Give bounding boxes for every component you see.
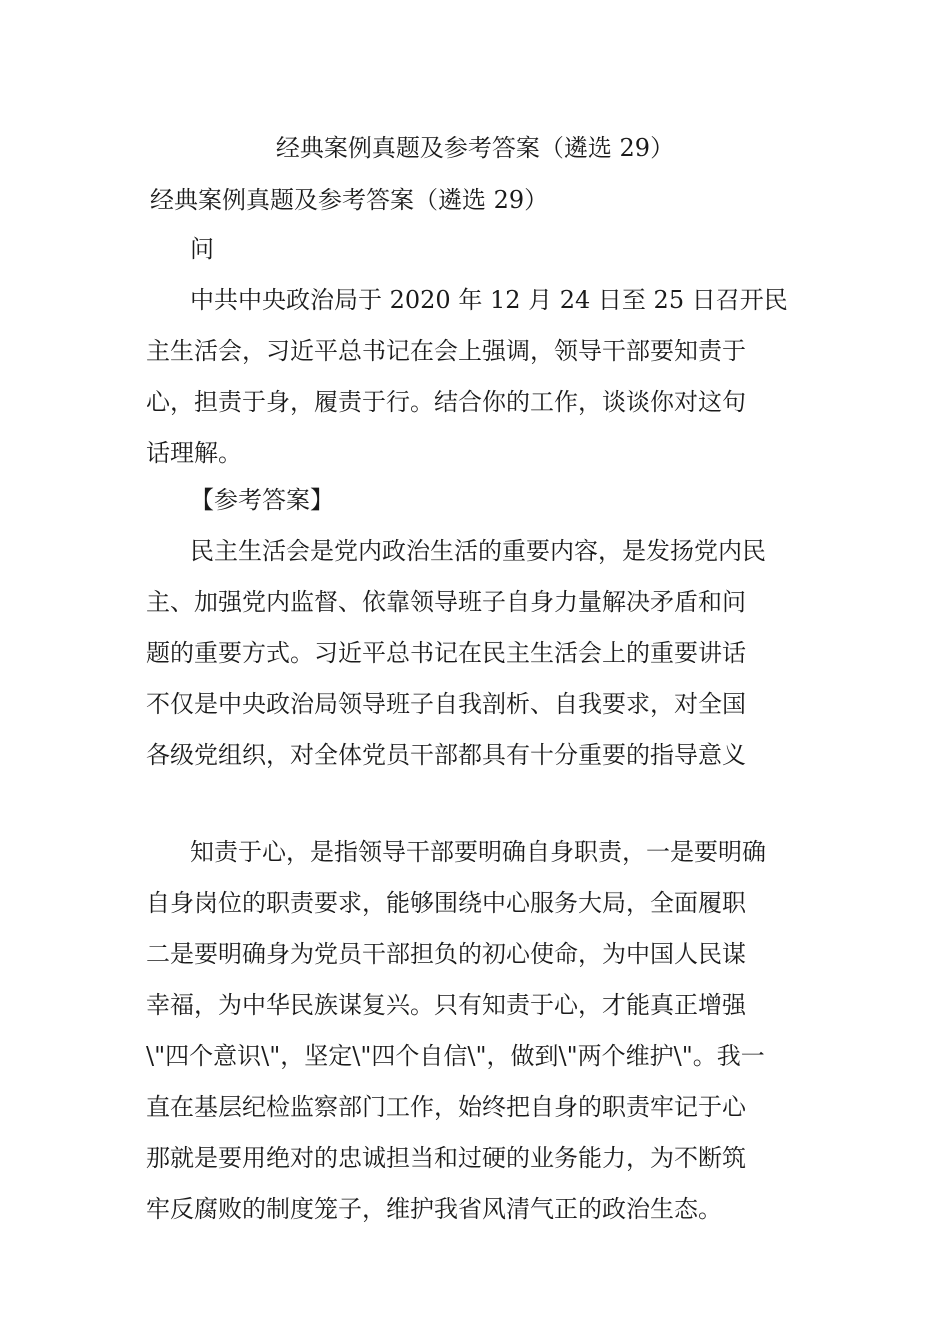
paragraph-line: 题的重要方式。习近平总书记在民主生活会上的重要讲话 bbox=[146, 639, 746, 667]
paragraph-line: 民主生活会是党内政治生活的重要内容，是发扬党内民 bbox=[190, 537, 766, 565]
paragraph-line: 主、加强党内监督、依靠领导班子自身力量解决矛盾和问 bbox=[146, 588, 746, 616]
paragraph-line: 直在基层纪检监察部门工作，始终把自身的职责牢记于心 bbox=[146, 1093, 746, 1121]
question-line: 话理解。 bbox=[146, 439, 242, 467]
paragraph-line: 自身岗位的职责要求，能够围绕中心服务大局，全面履职 bbox=[146, 889, 746, 917]
paragraph-line: 牢反腐败的制度笼子，维护我省风清气正的政治生态。 bbox=[146, 1195, 722, 1223]
paragraph-line: 幸福，为中华民族谋复兴。只有知责于心，才能真正增强 bbox=[146, 991, 746, 1019]
paragraph-line: 那就是要用绝对的忠诚担当和过硬的业务能力，为不断筑 bbox=[146, 1144, 746, 1172]
question-line: 中共中央政治局于 2020 年 12 月 24 日至 25 日召开民 bbox=[190, 286, 788, 314]
question-label: 问 bbox=[190, 235, 214, 263]
paragraph-line: 二是要明确身为党员干部担负的初心使命，为中国人民谋 bbox=[146, 940, 746, 968]
question-line: 主生活会，习近平总书记在会上强调，领导干部要知责于 bbox=[146, 337, 746, 365]
document-title: 经典案例真题及参考答案（遴选 29） bbox=[275, 134, 675, 162]
paragraph-line: 各级党组织，对全体党员干部都具有十分重要的指导意义 bbox=[146, 741, 746, 769]
paragraph-line: 知责于心，是指领导干部要明确自身职责，一是要明确 bbox=[190, 838, 766, 866]
document-subtitle: 经典案例真题及参考答案（遴选 29） bbox=[150, 186, 549, 214]
answer-label: 【参考答案】 bbox=[190, 486, 334, 514]
question-line: 心，担责于身，履责于行。结合你的工作，谈谈你对这句 bbox=[146, 388, 746, 416]
paragraph-line: \"四个意识\"，坚定\"四个自信\"，做到\"两个维护\"。我一 bbox=[146, 1042, 765, 1070]
paragraph-line: 不仅是中央政治局领导班子自我剖析、自我要求，对全国 bbox=[146, 690, 746, 718]
